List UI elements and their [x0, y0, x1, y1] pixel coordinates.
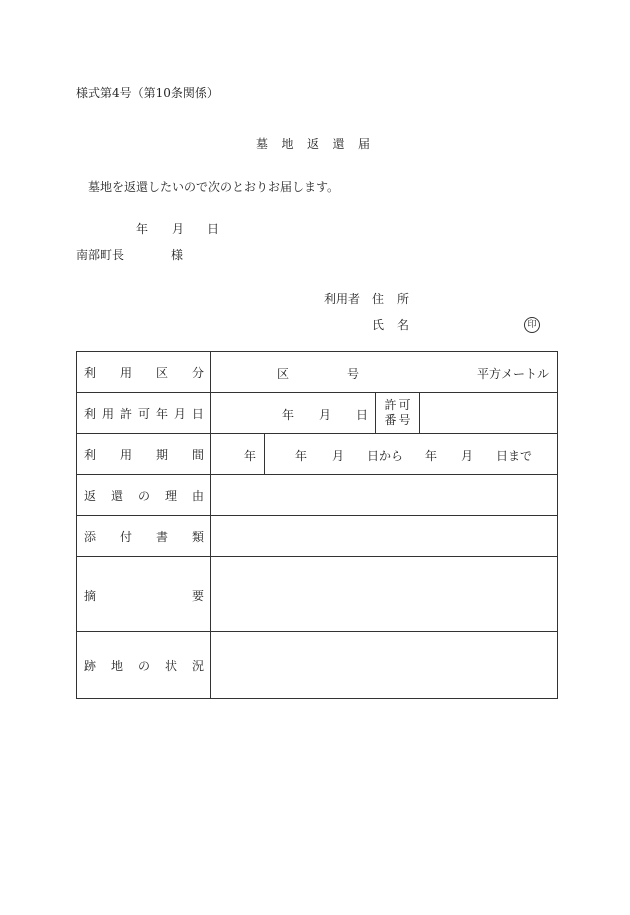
intro-text: 墓地を返還したいので次のとおりお届します。 — [88, 180, 340, 194]
permit-month: 月 — [319, 408, 332, 422]
usage-division-label: 利 用 区 分 — [77, 352, 211, 393]
applicant-role: 利用者 — [324, 292, 361, 306]
area-unit-label: 平方メートル — [476, 367, 549, 381]
address-label-2: 所 — [397, 292, 410, 306]
addressee-name: 南部町長 — [76, 248, 125, 262]
from-month: 月 — [332, 449, 345, 463]
seal-mark — [524, 316, 540, 333]
seal-icon: 印 — [524, 317, 540, 333]
row-return-reason — [77, 475, 558, 516]
name-label-1: 氏 — [372, 318, 385, 332]
name-label-2: 名 — [397, 318, 410, 332]
permit-date-field[interactable] — [211, 393, 376, 434]
to-day: 日まで — [496, 449, 533, 463]
addressee-honorific: 様 — [171, 248, 184, 262]
permit-day: 日 — [356, 408, 369, 422]
form-number: 様式第4号（第10条関係） — [76, 86, 219, 100]
row-site-condition — [77, 632, 558, 699]
usage-years-unit: 年 — [244, 449, 257, 463]
permit-date-label: 利 用 許 可 年 月 日 — [77, 393, 211, 434]
row-permit-date — [77, 393, 558, 434]
address-label-1: 住 — [372, 292, 385, 306]
attachments-label: 添 付 書 類 — [77, 516, 211, 557]
date-day: 日 — [207, 222, 220, 236]
site-condition-field[interactable] — [211, 632, 558, 699]
to-month: 月 — [461, 449, 474, 463]
site-condition-label: 跡 地 の 状 況 — [77, 632, 211, 699]
usage-division-field[interactable] — [211, 352, 558, 393]
row-summary — [77, 557, 558, 632]
summary-field[interactable] — [211, 557, 558, 632]
permit-year: 年 — [282, 408, 295, 422]
row-usage-period — [77, 434, 558, 475]
ku-label: 区 — [277, 367, 290, 381]
page-title: 墓 地 返 還 届 — [256, 137, 370, 151]
summary-label: 摘 要 — [77, 557, 211, 632]
return-reason-field[interactable] — [211, 475, 558, 516]
usage-period-label: 利 用 期 間 — [77, 434, 211, 475]
usage-period-range-field[interactable] — [265, 434, 558, 475]
row-usage-division — [77, 352, 558, 393]
from-day: 日から — [367, 449, 404, 463]
row-attachments — [77, 516, 558, 557]
from-year: 年 — [295, 449, 308, 463]
go-label: 号 — [347, 367, 360, 381]
to-year: 年 — [425, 449, 438, 463]
usage-years-field[interactable] — [211, 434, 265, 475]
permit-number-field[interactable] — [420, 393, 558, 434]
date-month: 月 — [172, 222, 185, 236]
permit-number-label: 許 可 番 号 — [376, 393, 420, 434]
attachments-field[interactable] — [211, 516, 558, 557]
date-year: 年 — [136, 222, 149, 236]
return-reason-label: 返 還 の 理 由 — [77, 475, 211, 516]
return-form-table — [76, 351, 558, 699]
